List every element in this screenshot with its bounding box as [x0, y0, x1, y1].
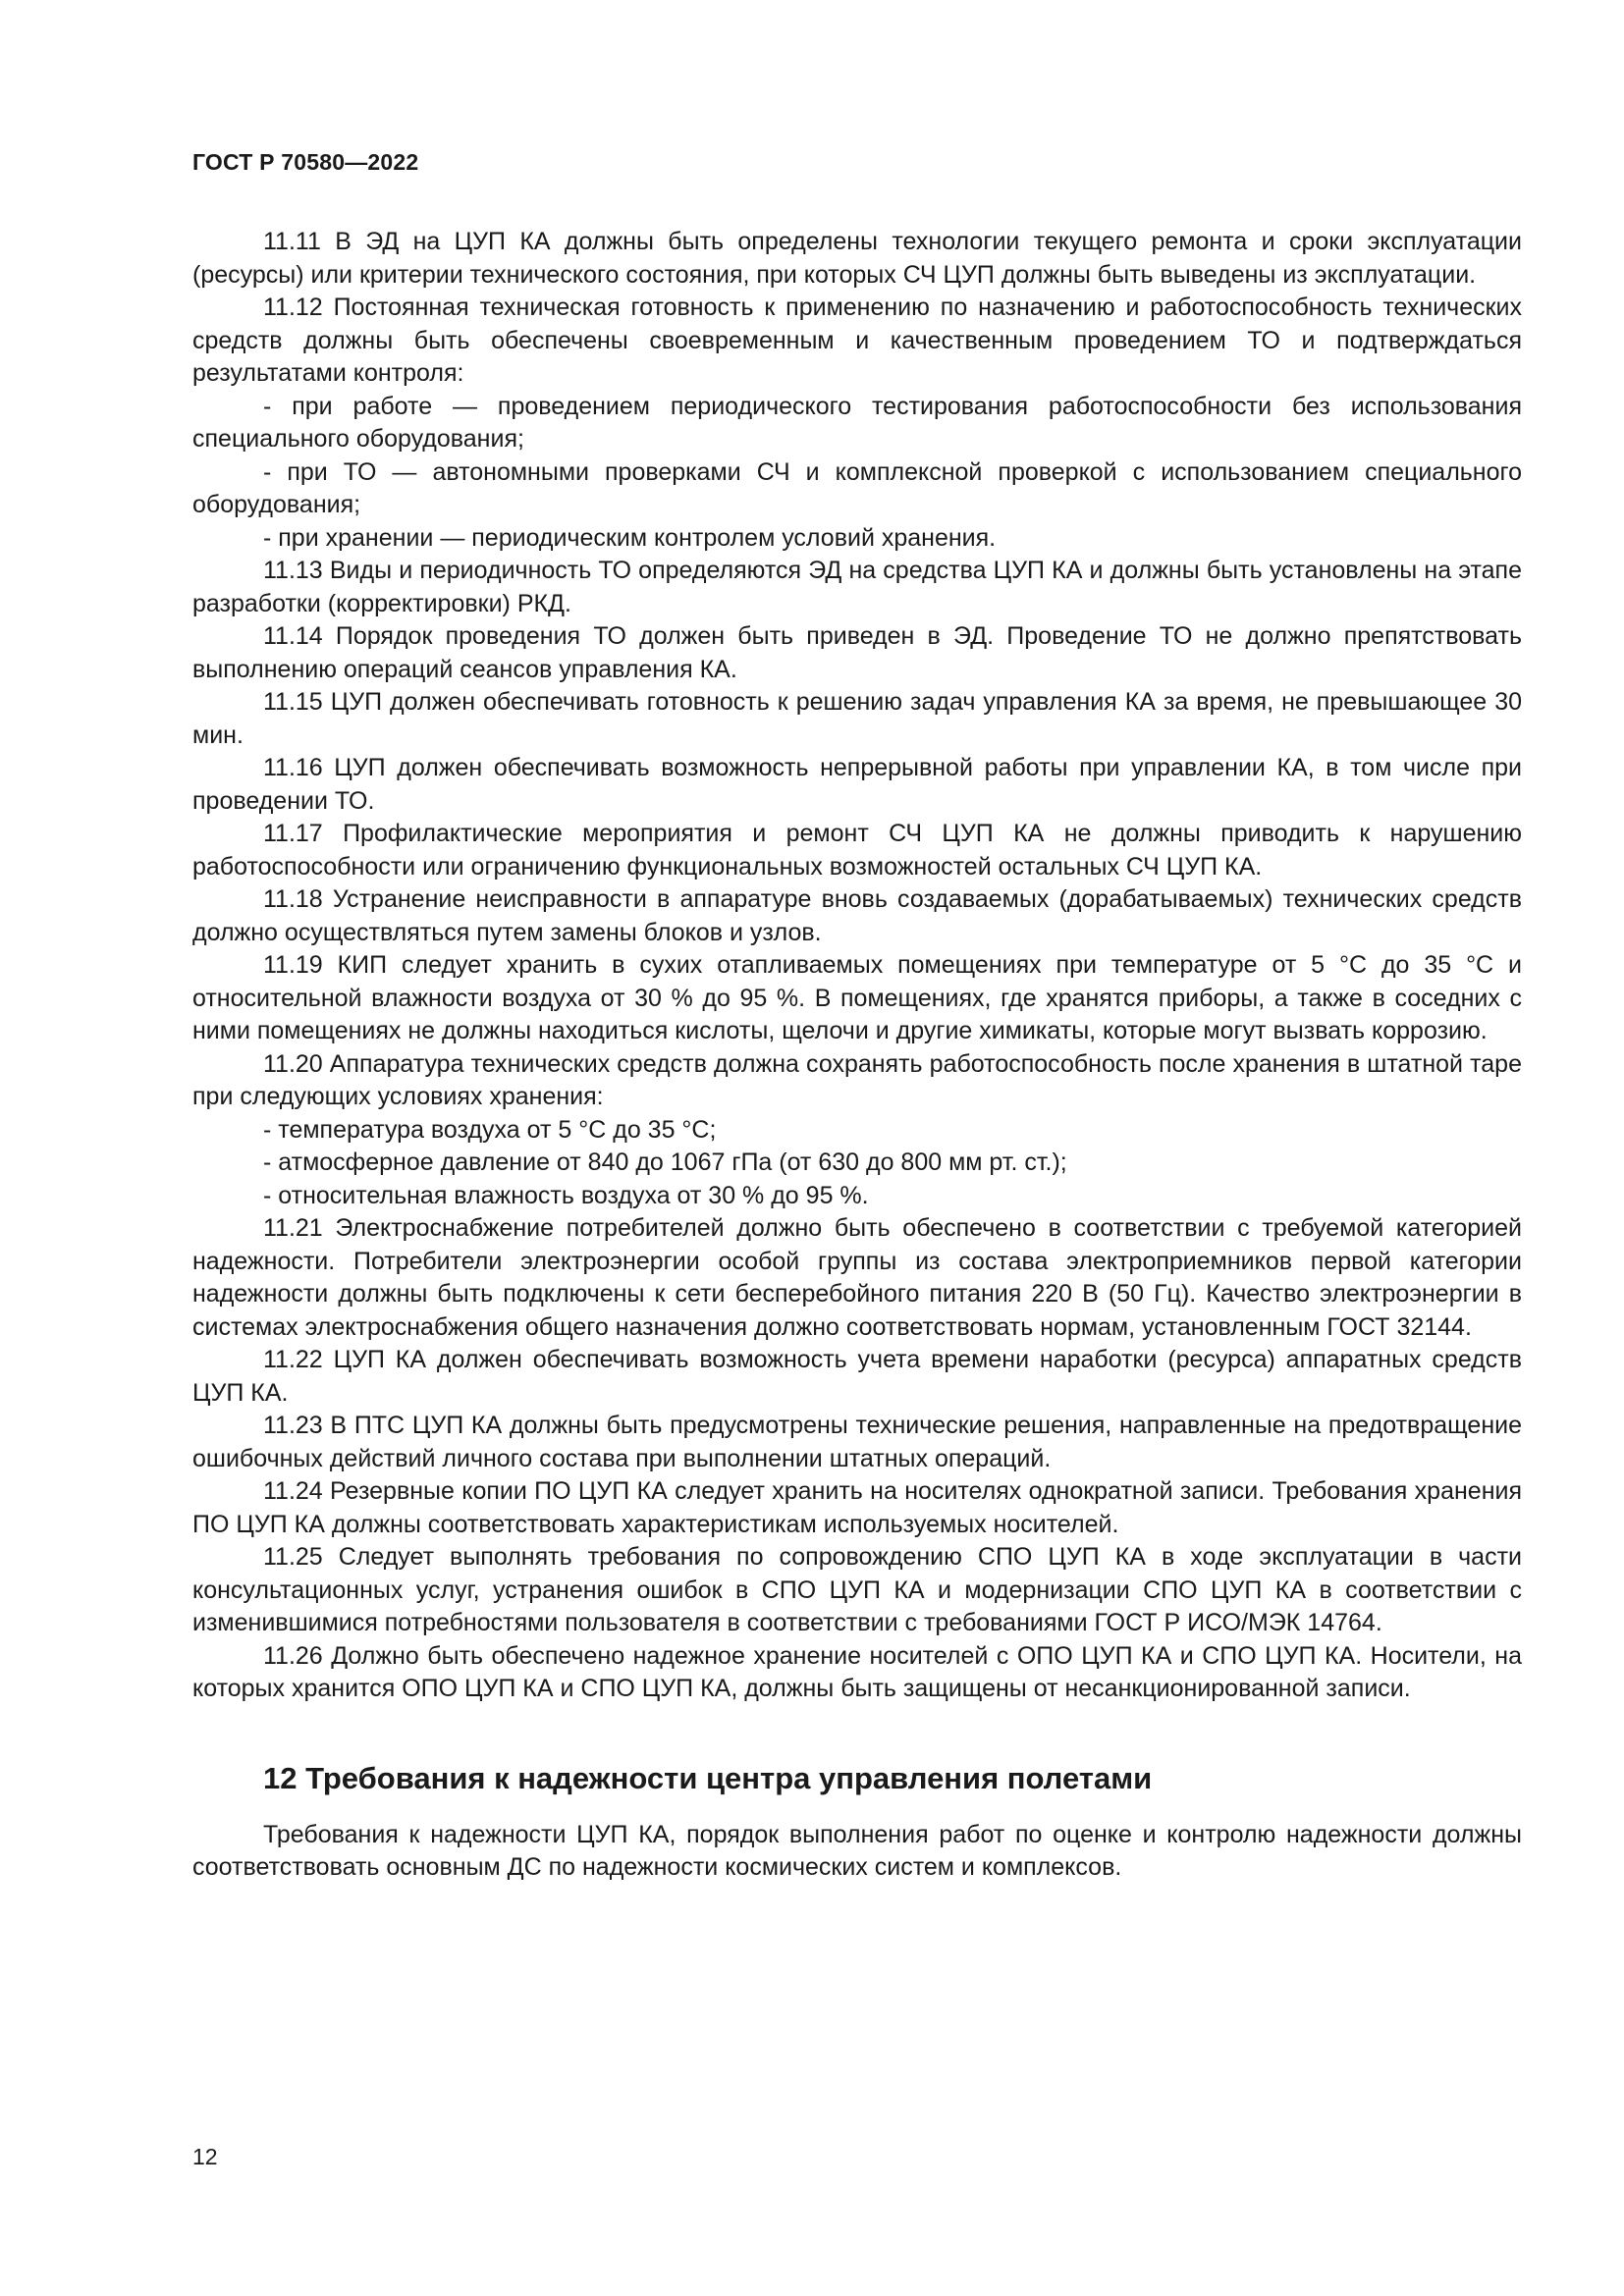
paragraph-11-11: 11.11 В ЭД на ЦУП КА должны быть определены технологии текущего ремонта и сроки эксплуатации (ресурсы) или критерии технического состояния, при которых СЧ ЦУП должны быть выведены из эксплуатации. [192, 228, 1522, 289]
paragraph-11-13: 11.13 Виды и периодичность ТО определяются ЭД на средства ЦУП КА и должны быть установлены на этапе разработки (корректировки) РКД. [192, 557, 1522, 617]
list-item-humidity: - относительная влажность воздуха от 30 % до 95 %. [263, 1181, 869, 1209]
paragraph-section-12: Требования к надежности ЦУП КА, порядок выполнения работ по оценке и контролю надежности должны соответствовать основным ДС по надежности космических систем и комплексов. [192, 1820, 1522, 1881]
paragraph-11-22: 11.22 ЦУП КА должен обеспечивать возможность учета времени наработки (ресурса) аппаратных средств ЦУП КА. [192, 1346, 1522, 1407]
paragraph-11-14: 11.14 Порядок проведения ТО должен быть приведен в ЭД. Проведение ТО не должно препятствовать выполнению операций сеансов управления КА. [192, 622, 1522, 683]
list-item-operation: - при работе — проведением периодического тестирования работоспособности без использования специального оборудования; [192, 392, 1522, 453]
paragraph-11-12: 11.12 Постоянная техническая готовность к применению по назначению и работоспособность технических средств должны быть обеспечены своевременным и качественным проведением ТО и подтверждаться результатами контроля: [192, 294, 1522, 387]
paragraph-11-24: 11.24 Резервные копии ПО ЦУП КА следует хранить на носителях однократной записи. Требования хранения ПО ЦУП КА должны соответствовать характеристикам используемых носителей. [192, 1477, 1522, 1538]
running-head-standard-id: ГОСТ Р 70580—2022 [192, 149, 419, 175]
paragraph-11-19: 11.19 КИП следует хранить в сухих отапливаемых помещениях при температуре от 5 °С до 35 °С и относительной влажности воздуха от 30 % до 95 %. В помещениях, где хранятся приборы, а также в соседних с ними помещениях не должны находиться кислоты, щелочи и другие химикаты, которые могут вызвать коррозию. [192, 951, 1522, 1044]
paragraph-11-21: 11.21 Электроснабжение потребителей должно быть обеспечено в соответствии с требуемой категорией надежности. Потребители электроэнергии особой группы из состава электроприемников первой категории надежности должны быть подключены к сети бесперебойного питания 220 В (50 Гц). Качество электроэнергии в системах электроснабжения общего назначения должно соответствовать нормам, установленным ГОСТ 32144. [192, 1214, 1522, 1341]
section-12-heading: 12 Требования к надежности центра управления полетами [263, 1760, 1153, 1795]
paragraph-11-15: 11.15 ЦУП должен обеспечивать готовность к решению задач управления КА за время, не превышающее 30 мин. [192, 688, 1522, 749]
section-11-content [192, 226, 1522, 1706]
paragraph-11-25: 11.25 Следует выполнять требования по сопровождению СПО ЦУП КА в ходе эксплуатации в части консультационных услуг, устранения ошибок в СПО ЦУП КА и модернизации СПО ЦУП КА в соответствии с изменившимися потребностями пользователя в соответствии с требованиями ГОСТ Р ИСО/МЭК 14764. [192, 1543, 1522, 1636]
page-number: 12 [192, 2144, 218, 2169]
paragraph-11-26: 11.26 Должно быть обеспечено надежное хранение носителей с ОПО ЦУП КА и СПО ЦУП КА. Носители, на которых хранится ОПО ЦУП КА и СПО ЦУП КА, должны быть защищены от несанкционированной записи. [192, 1641, 1522, 1702]
paragraph-11-16: 11.16 ЦУП должен обеспечивать возможность непрерывной работы при управлении КА, в том числе при проведении ТО. [192, 754, 1522, 815]
paragraph-11-18: 11.18 Устранение неисправности в аппаратуре вновь создаваемых (дорабатываемых) технических средств должно осуществляться путем замены блоков и узлов. [192, 885, 1522, 946]
paragraph-11-20: 11.20 Аппаратура технических средств должна сохранять работоспособность после хранения в штатной таре при следующих условиях хранения: [192, 1049, 1522, 1110]
document-body [192, 226, 1522, 1885]
paragraph-11-17: 11.17 Профилактические мероприятия и ремонт СЧ ЦУП КА не должны приводить к нарушению работоспособности или ограничению функциональных возможностей остальных СЧ ЦУП КА. [192, 820, 1522, 881]
list-item-temperature: - температура воздуха от 5 °С до 35 °С; [263, 1115, 717, 1144]
list-item-pressure: - атмосферное давление от 840 до 1067 гПа (от 630 до 800 мм рт. ст.); [263, 1148, 1067, 1176]
list-item-storage: - при хранении — периодическим контролем условий хранения. [263, 523, 997, 552]
list-item-maintenance: - при ТО — автономными проверками СЧ и комплексной проверкой с использованием специального оборудования; [192, 457, 1522, 518]
paragraph-11-23: 11.23 В ПТС ЦУП КА должны быть предусмотрены технические решения, направленные на предотвращение ошибочных действий личного состава при выполнении штатных операций. [192, 1412, 1522, 1472]
